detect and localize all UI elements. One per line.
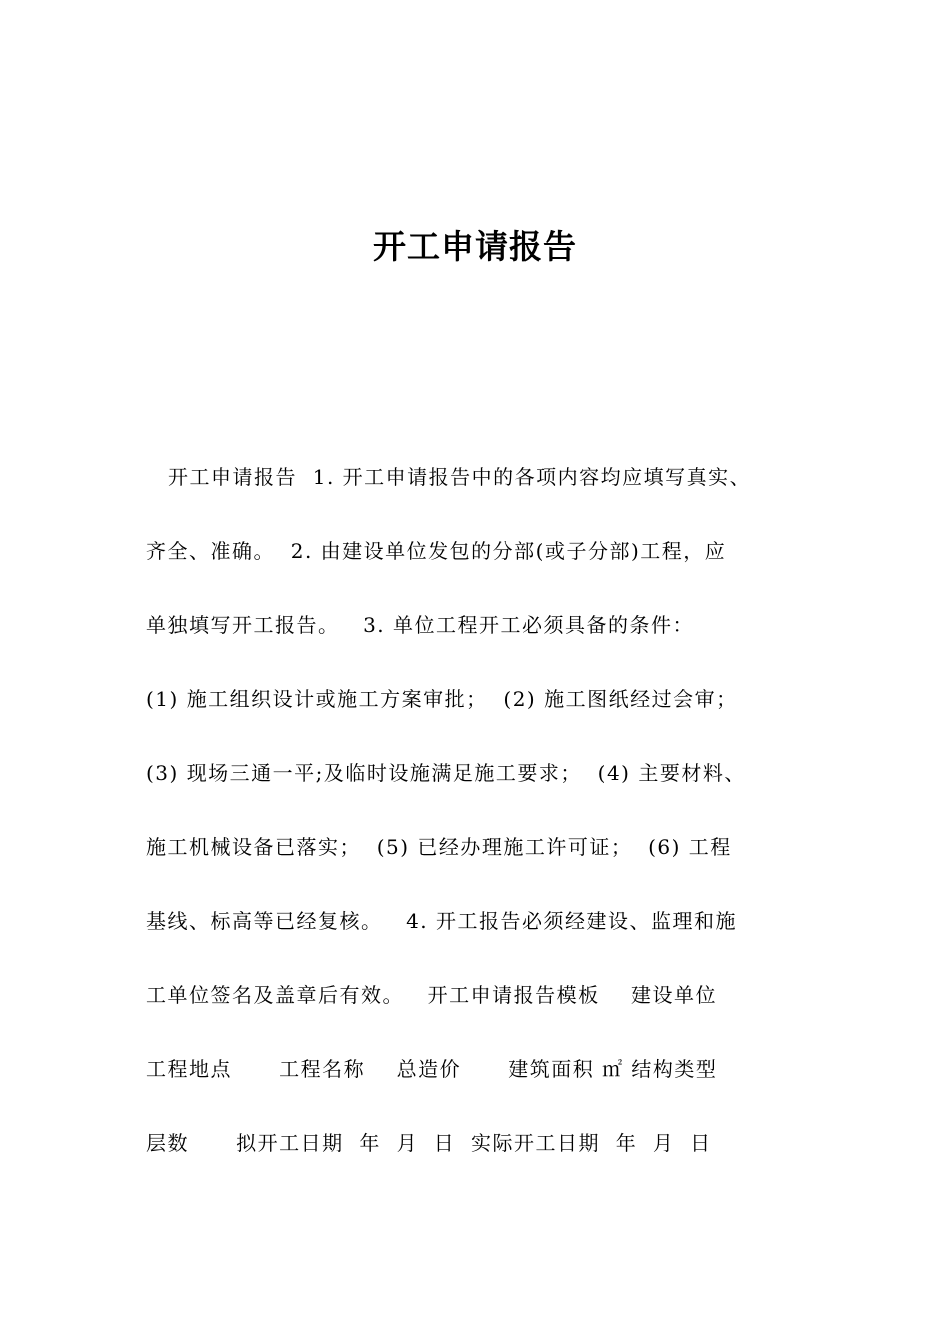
body-line-2: 齐全、准确。 2. 由建设单位发包的分部(或子分部)工程，应 — [146, 539, 727, 563]
body-line-1: 开工申请报告 1. 开工申请报告中的各项内容均应填写真实、 — [168, 465, 752, 489]
body-line-6: 施工机械设备已落实； (5) 已经办理施工许可证； (6) 工程 — [146, 835, 732, 859]
body-line-10: 层数 拟开工日期 年 月 日 实际开工日期 年 月 日 — [146, 1131, 712, 1155]
document-title: 开工申请报告 — [373, 227, 577, 266]
body-line-7: 基线、标高等已经复核。 4. 开工报告必须经建设、监理和施 — [146, 909, 738, 933]
body-line-5: (3) 现场三通一平;及临时设施满足施工要求； (4) 主要材料、 — [146, 761, 746, 785]
body-line-9: 工程地点 工程名称 总造价 建筑面积 ㎡ 结构类型 — [146, 1057, 718, 1081]
body-line-3: 单独填写开工报告。 3. 单位工程开工必须具备的条件： — [146, 613, 695, 637]
body-line-8: 工单位签名及盖章后有效。 开工申请报告模板 建设单位 — [146, 983, 718, 1007]
body-line-4: (1) 施工组织设计或施工方案审批； (2) 施工图纸经过会审； — [146, 687, 738, 711]
document-body — [146, 455, 816, 1195]
